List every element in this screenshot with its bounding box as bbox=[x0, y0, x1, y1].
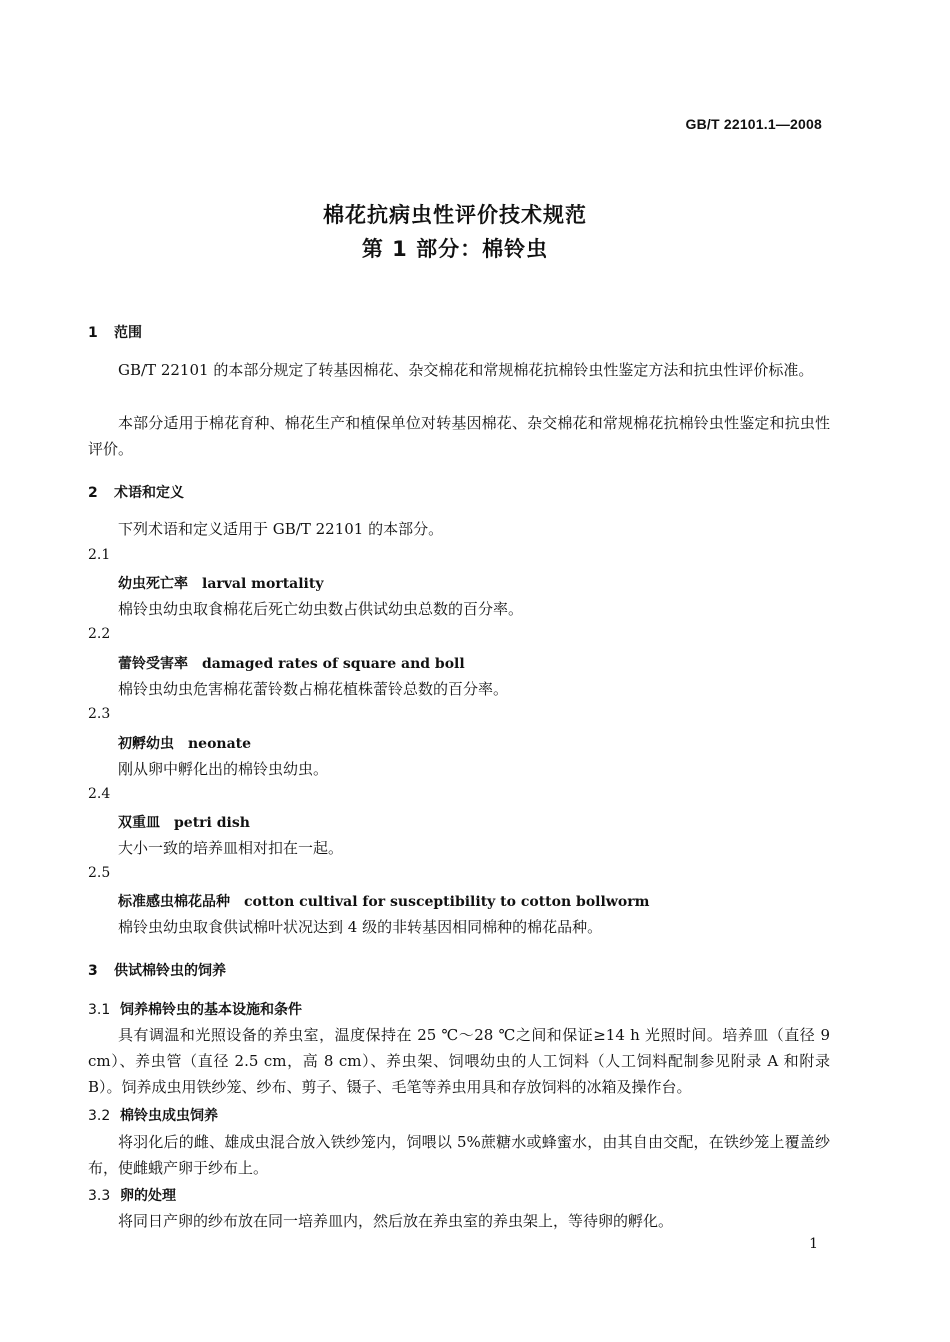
term-chinese: 初孵幼虫 bbox=[118, 736, 174, 752]
section-3-heading bbox=[88, 960, 226, 980]
standard-code: GB/T 22101.1—2008 bbox=[685, 116, 822, 132]
term-2-1 bbox=[118, 573, 323, 593]
term-2-1-number: 2.1 bbox=[88, 547, 111, 563]
section-title: 供试棉铃虫的饲养 bbox=[114, 963, 226, 979]
term-english: damaged rates of square and boll bbox=[202, 656, 465, 672]
term-2-4-number: 2.4 bbox=[88, 786, 111, 802]
subsection-title: 棉铃虫成虫饲养 bbox=[120, 1108, 218, 1124]
term-2-4-definition: 大小一致的培养皿相对扣在一起。 bbox=[118, 839, 344, 857]
subsection-number: 3.2 bbox=[88, 1108, 111, 1124]
page-number: 1 bbox=[809, 1236, 818, 1252]
subsection-3-1-text: 具有调温和光照设备的养虫室，温度保持在 25 ℃～28 ℃之间和保证≥14 h 光照时间。培养皿（直径 9 cm）、养虫管（直径 2.5 cm，高 8 cm）、养虫架、饲喂幼虫的人工饲料（人工饲料配制参见附录 A 和附录 B）。饲养成虫用铁纱笼、纱布、剪子、镊子、毛笔等养虫用具和存放饲料的冰箱及操作台。 bbox=[88, 1026, 830, 1096]
term-2-2-number: 2.2 bbox=[88, 626, 111, 642]
term-chinese: 蕾铃受害率 bbox=[118, 656, 188, 672]
subsection-title: 卵的处理 bbox=[120, 1188, 176, 1204]
term-2-3 bbox=[118, 733, 251, 753]
subsection-number: 3.3 bbox=[88, 1188, 111, 1204]
title-line-1: 棉花抗病虫性评价技术规范 bbox=[323, 203, 587, 227]
document-title bbox=[0, 198, 910, 266]
term-english: larval mortality bbox=[202, 576, 324, 592]
term-english: petri dish bbox=[174, 815, 250, 831]
subsection-number: 3.1 bbox=[88, 1002, 111, 1018]
section-1-heading bbox=[88, 322, 142, 342]
subsection-3-1-heading bbox=[88, 999, 302, 1019]
term-chinese: 双重皿 bbox=[118, 815, 160, 831]
term-2-4 bbox=[118, 812, 250, 832]
term-2-2-definition: 棉铃虫幼虫危害棉花蕾铃数占棉花植株蕾铃总数的百分率。 bbox=[118, 680, 509, 698]
term-english: neonate bbox=[188, 736, 252, 752]
term-2-5-number: 2.5 bbox=[88, 865, 111, 881]
section-number: 3 bbox=[88, 963, 98, 979]
term-2-5 bbox=[118, 891, 649, 911]
section-1-paragraph-1: GB/T 22101 的本部分规定了转基因棉花、杂交棉花和常规棉花抗棉铃虫性鉴定方法和抗虫性评价标准。 bbox=[118, 361, 814, 379]
term-english: cotton cultival for susceptibility to cotton bollworm bbox=[244, 894, 650, 910]
subsection-3-3-text: 将同日产卵的纱布放在同一培养皿内，然后放在养虫室的养虫架上，等待卵的孵化。 bbox=[118, 1212, 674, 1230]
term-2-2 bbox=[118, 653, 465, 673]
section-2-intro: 下列术语和定义适用于 GB/T 22101 的本部分。 bbox=[118, 520, 444, 538]
subsection-3-2-text: 将羽化后的雌、雄成虫混合放入铁纱笼内，饲喂以 5%蔗糖水或蜂蜜水，由其自由交配，在铁纱笼上覆盖纱布，使雌蛾产卵于纱布上。 bbox=[88, 1133, 830, 1177]
term-chinese: 幼虫死亡率 bbox=[118, 576, 188, 592]
section-title: 术语和定义 bbox=[114, 485, 184, 501]
subsection-3-2-heading bbox=[88, 1105, 218, 1125]
section-number: 1 bbox=[88, 325, 98, 341]
term-2-5-definition: 棉铃虫幼虫取食供试棉叶状况达到 4 级的非转基因相同棉种的棉花品种。 bbox=[118, 918, 603, 936]
term-2-1-definition: 棉铃虫幼虫取食棉花后死亡幼虫数占供试幼虫总数的百分率。 bbox=[118, 600, 524, 618]
section-1-paragraph-2: 本部分适用于棉花育种、棉花生产和植保单位对转基因棉花、杂交棉花和常规棉花抗棉铃虫性鉴定和抗虫性评价。 bbox=[88, 414, 830, 458]
title-line-2: 第 1 部分：棉铃虫 bbox=[361, 237, 549, 261]
term-2-3-definition: 刚从卵中孵化出的棉铃虫幼虫。 bbox=[118, 760, 329, 778]
section-number: 2 bbox=[88, 485, 98, 501]
term-chinese: 标准感虫棉花品种 bbox=[118, 894, 230, 910]
subsection-3-3-heading bbox=[88, 1185, 176, 1205]
subsection-title: 饲养棉铃虫的基本设施和条件 bbox=[120, 1002, 302, 1018]
section-2-heading bbox=[88, 482, 184, 502]
section-title: 范围 bbox=[114, 325, 142, 341]
term-2-3-number: 2.3 bbox=[88, 706, 111, 722]
